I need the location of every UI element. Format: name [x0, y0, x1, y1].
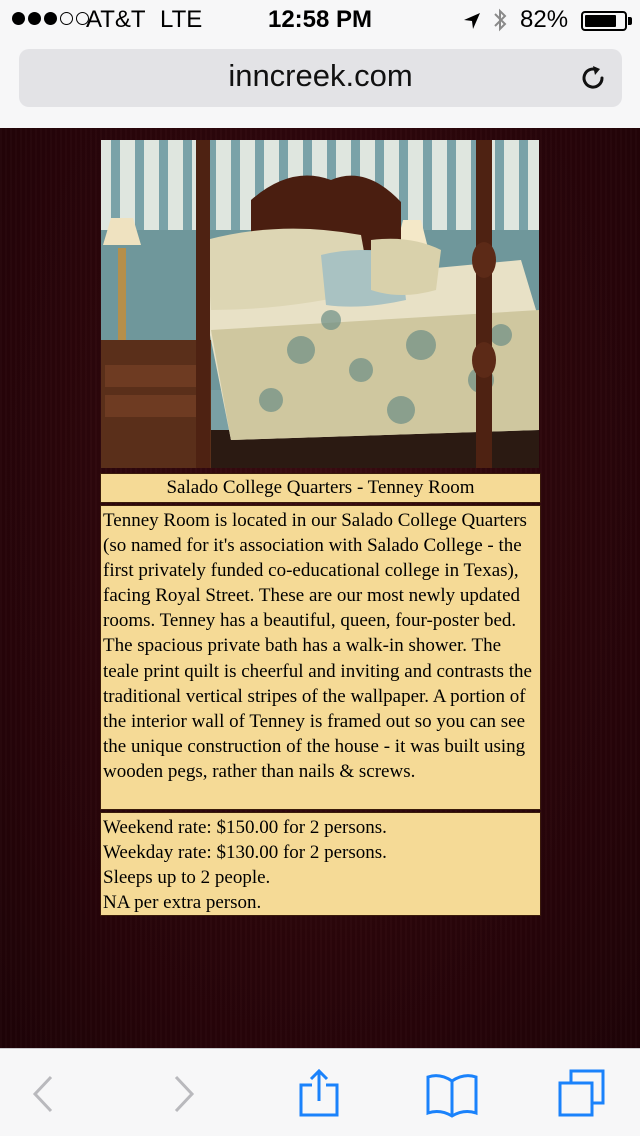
network-type-label: LTE: [160, 6, 203, 33]
carrier-label: AT&T: [86, 6, 146, 33]
room-rates: [100, 812, 541, 916]
room-photo: [101, 140, 539, 468]
extra-person-rate: NA per extra person.: [103, 892, 262, 913]
weekday-rate: Weekday rate: $130.00 for 2 persons.: [103, 842, 387, 863]
tabs-icon[interactable]: [557, 1069, 607, 1119]
status-bar: [0, 0, 640, 40]
web-page: [0, 128, 640, 1048]
bluetooth-icon: [492, 7, 508, 40]
bookmarks-icon[interactable]: [425, 1069, 475, 1119]
room-description: Tenney Room is located in our Salado College Quarters (so named for it's association with Salado College - the first privately funded co-educational college in Texas), facing Royal Street. These are our most newly updated rooms. Tenney has a beautiful, queen, four-poster bed. The spacious private bath has a walk-in shower. The teale print quilt is cheerful and inviting and contrasts the traditional vertical stripes of the wallpaper. A portion of the interior wall of Tenney is framed out so you can see the unique construction of the house - it was built using wooden pegs, rather than nails & screws.: [100, 505, 541, 810]
browser-address-area: [0, 40, 640, 128]
forward-icon[interactable]: [158, 1069, 208, 1119]
share-icon[interactable]: [294, 1069, 344, 1119]
url-text[interactable]: inncreek.com: [228, 58, 413, 93]
battery-percent: 82%: [520, 6, 569, 33]
address-bar[interactable]: [19, 49, 622, 107]
occupancy-info: Sleeps up to 2 people.: [103, 867, 271, 888]
back-icon[interactable]: [19, 1069, 69, 1119]
battery-icon: [581, 11, 627, 31]
weekend-rate: Weekend rate: $150.00 for 2 persons.: [103, 817, 387, 838]
room-title: Salado College Quarters - Tenney Room: [100, 473, 541, 503]
location-arrow-icon: [462, 10, 482, 38]
status-time: 12:58 PM: [267, 6, 373, 33]
reload-icon[interactable]: [578, 63, 608, 93]
browser-toolbar: [0, 1048, 640, 1136]
